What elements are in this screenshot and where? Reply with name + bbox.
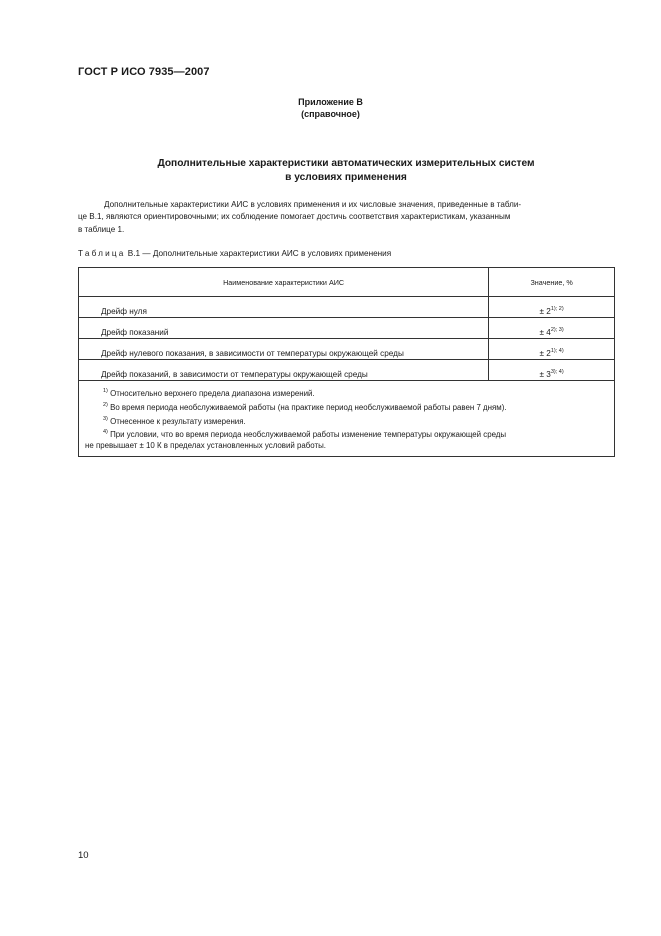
table-caption bbox=[78, 249, 391, 258]
standard-id: ГОСТ Р ИСО 7935—2007 bbox=[78, 66, 210, 78]
section-title-line1: Дополнительные характеристики автоматических измерительных систем bbox=[157, 158, 535, 169]
table-footnotes-row bbox=[79, 381, 615, 457]
table-footnotes bbox=[79, 381, 615, 457]
intro-line: Дополнительные характеристики АИС в условиях применения и их числовые значения, приведенные в табли- bbox=[104, 200, 522, 209]
caption-text: — Дополнительные характеристики АИС в условиях применения bbox=[142, 249, 392, 258]
footnote bbox=[85, 386, 606, 400]
table-header-row bbox=[79, 268, 615, 297]
row-value-number: ± 2 bbox=[539, 349, 551, 358]
footnote-text: Относительно верхнего предела диапазона измерений. bbox=[110, 389, 315, 398]
intro-paragraph bbox=[78, 199, 614, 236]
table-row bbox=[79, 339, 615, 360]
row-value-refs: 1); 2) bbox=[550, 306, 564, 312]
row-name: Дрейф нулевого показания, в зависимости от температуры окружающей среды bbox=[79, 339, 489, 360]
row-value-number: ± 4 bbox=[539, 328, 551, 337]
table-row bbox=[79, 318, 615, 339]
footnote-mark: 3) bbox=[103, 415, 108, 422]
page-number: 10 bbox=[78, 850, 89, 861]
row-value bbox=[489, 339, 615, 360]
row-name: Дрейф нуля bbox=[79, 297, 489, 318]
footnote-text: Отнесенное к результату измерения. bbox=[110, 416, 246, 426]
footnote-mark: 4) bbox=[103, 429, 108, 436]
footnote-mark: 2) bbox=[103, 401, 108, 408]
row-value-refs: 3); 4) bbox=[550, 369, 564, 375]
row-value-refs: 1); 4) bbox=[550, 348, 564, 354]
caption-label: Таблица bbox=[78, 249, 126, 258]
appendix-heading bbox=[0, 96, 661, 120]
row-name: Дрейф показаний, в зависимости от температуры окружающей среды bbox=[79, 360, 489, 381]
caption-number: В.1 bbox=[127, 249, 141, 258]
table-row bbox=[79, 360, 615, 381]
appendix-status: (справочное) bbox=[301, 109, 360, 119]
section-title bbox=[78, 157, 614, 185]
appendix-title: Приложение В bbox=[298, 97, 363, 107]
row-name: Дрейф показаний bbox=[79, 318, 489, 339]
row-value-refs: 2); 3) bbox=[550, 327, 564, 333]
footnote bbox=[85, 427, 606, 441]
row-value bbox=[489, 360, 615, 381]
column-header-name: Наименование характеристики АИС bbox=[79, 268, 489, 297]
footnote-continuation: не превышает ± 10 К в пределах установленных условий работы. bbox=[85, 441, 326, 451]
intro-line: в таблице 1. bbox=[78, 224, 125, 234]
row-value bbox=[489, 318, 615, 339]
column-header-value: Значение, % bbox=[489, 268, 615, 297]
row-value-number: ± 3 bbox=[539, 370, 551, 379]
intro-line: це В.1, являются ориентировочными; их соблюдение помогает достичь соответствия характеристикам, указанным bbox=[78, 212, 511, 222]
table-row bbox=[79, 297, 615, 318]
footnote-text: При условии, что во время периода необслуживаемой работы изменение температуры окружающей среды bbox=[110, 430, 507, 440]
footnote bbox=[85, 400, 606, 414]
section-title-line2: в условиях применения bbox=[285, 172, 407, 183]
row-value-number: ± 2 bbox=[539, 307, 551, 316]
footnote-mark: 1) bbox=[103, 388, 108, 394]
row-value bbox=[489, 297, 615, 318]
characteristics-table bbox=[78, 267, 615, 457]
footnote bbox=[85, 414, 606, 428]
footnote-text: Во время периода необслуживаемой работы (на практике период необслуживаемой работы равен 7 дням). bbox=[110, 402, 507, 412]
